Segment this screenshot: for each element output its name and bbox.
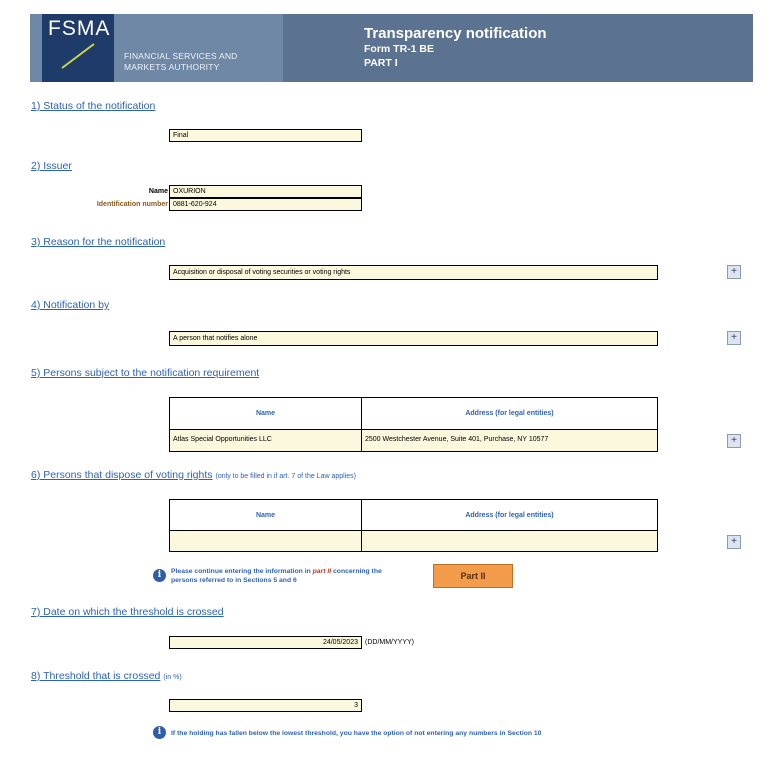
part2-info-after: concerning the: [331, 568, 382, 575]
logo-slash-icon: [58, 40, 106, 70]
section-2-heading: 2) Issuer: [31, 160, 72, 172]
column-header-address: Address (for legal entities): [465, 410, 554, 417]
reason-expand-button[interactable]: +: [727, 265, 741, 279]
column-header-address: Address (for legal entities): [465, 512, 554, 519]
column-header-name: Name: [255, 410, 276, 417]
threshold-field[interactable]: 3: [169, 699, 362, 712]
section-8-heading: [31, 670, 182, 682]
notification-by-expand-button[interactable]: +: [727, 331, 741, 345]
form-name: Form TR-1 BE: [364, 43, 435, 55]
section-6-heading: [31, 469, 356, 481]
logo-text: FSMA: [48, 17, 111, 40]
issuer-name-field[interactable]: OXURION: [169, 185, 362, 198]
part2-info-before: Please continue entering the information in: [171, 568, 313, 575]
dispose-name-cell[interactable]: [170, 531, 361, 551]
column-header-name: Name: [255, 512, 276, 519]
section-1-heading: 1) Status of the notification: [31, 100, 156, 112]
section-6-note: (only to be filled in if art. 7 of the Law applies): [215, 473, 356, 480]
dispose-address-cell[interactable]: [362, 531, 657, 551]
section-4-heading: 4) Notification by: [31, 299, 110, 311]
status-field[interactable]: Final: [169, 129, 362, 142]
persons-subject-add-button[interactable]: +: [727, 434, 741, 448]
lowest-threshold-info-text: If the holding has fallen below the lowest threshold, you have the option of not entering any numbers in Section 10: [171, 730, 542, 737]
section-8-title: 8) Threshold that is crossed: [31, 670, 161, 682]
authority-line-2: MARKETS AUTHORITY: [124, 62, 220, 72]
section-3-heading: 3) Reason for the notification: [31, 236, 166, 248]
page-title: Transparency notification: [364, 25, 547, 42]
authority-name: [124, 51, 238, 73]
section-6-title: 6) Persons that dispose of voting rights: [31, 469, 213, 481]
section-5-heading: 5) Persons subject to the notification requirement: [31, 367, 260, 379]
issuer-id-field[interactable]: 0881-620-924: [169, 198, 362, 211]
person-name-cell[interactable]: Atlas Special Opportunities LLC: [170, 430, 361, 451]
authority-line-1: FINANCIAL SERVICES AND: [124, 51, 238, 61]
section-7-heading: 7) Date on which the threshold is crossed: [31, 606, 224, 618]
issuer-name-label: Name: [148, 188, 168, 195]
person-address-cell[interactable]: 2500 Westchester Avenue, Suite 401, Purchase, NY 10577: [362, 430, 657, 451]
reason-field[interactable]: Acquisition or disposal of voting securities or voting rights: [169, 265, 658, 280]
issuer-id-label: Identification number: [96, 201, 168, 208]
persons-dispose-add-button[interactable]: +: [727, 535, 741, 549]
part2-info-text: [171, 567, 421, 585]
part2-info-line-1: [171, 567, 421, 576]
date-format-hint: (DD/MM/YYYY): [365, 639, 414, 646]
threshold-date-field[interactable]: 24/05/2023: [169, 636, 362, 649]
part2-info-emphasis: part II: [312, 568, 332, 575]
part-label: PART I: [364, 57, 398, 69]
info-icon: i: [153, 569, 166, 582]
info-icon: i: [153, 726, 166, 739]
section-8-note: (in %): [163, 674, 182, 681]
part2-info-line-2: persons referred to in Sections 5 and 6: [171, 577, 297, 584]
part-2-button[interactable]: Part II: [433, 564, 513, 588]
notification-by-field[interactable]: A person that notifies alone: [169, 331, 658, 346]
